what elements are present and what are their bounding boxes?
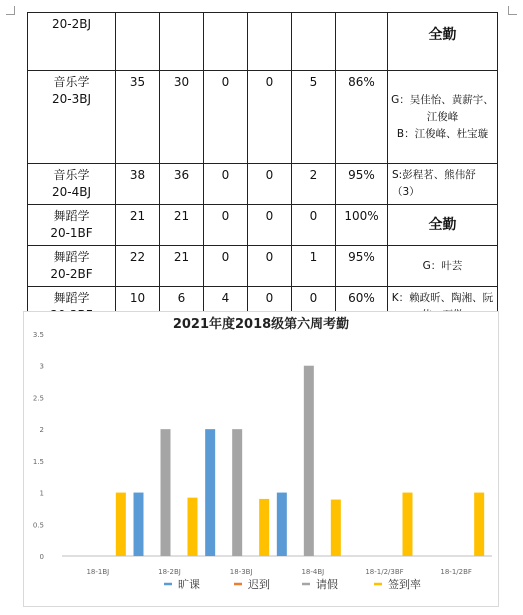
y-tick-label: 2 [39,426,44,435]
value-cell: 0 [248,205,292,246]
legend-label: 迟到 [248,578,270,591]
value-cell: 0 [204,246,248,287]
value-cell [160,13,204,71]
value-cell: 0 [204,71,248,164]
value-cell: 2 [292,164,336,205]
value-cell [292,13,336,71]
bar-2 [161,429,171,556]
value-cell: 10 [116,287,160,328]
value-cell: 21 [160,205,204,246]
chart-svg [24,312,498,606]
legend-label: 签到率 [388,578,421,591]
note-cell: S:彭程茗、熊伟舒（3） [388,164,498,205]
x-tick-label: 18-3BJ [229,568,253,576]
value-cell: 100% [336,205,388,246]
value-cell: 0 [204,164,248,205]
table-row [28,164,498,205]
value-cell: 60% [336,287,388,328]
value-cell: 21 [116,205,160,246]
attendance-table [27,12,498,328]
value-cell: 21 [160,246,204,287]
bar-3 [474,493,484,556]
bar-3 [188,498,198,556]
note-cell: K：赖政昕、陶湘、阮 [388,287,498,328]
y-tick-label: 2.5 [32,394,44,403]
bar-0 [277,493,287,556]
value-cell: 0 [248,164,292,205]
note-cell: 全勤 [388,205,498,246]
table-row [28,71,498,164]
class-name-cell: 舞蹈学 20-1BF [28,205,116,246]
value-cell: 1 [292,246,336,287]
value-cell: 0 [204,205,248,246]
value-cell: 38 [116,164,160,205]
class-name-cell: 舞蹈学 [28,287,116,328]
value-cell: 0 [292,287,336,328]
class-name-cell: 舞蹈学 20-2BF [28,246,116,287]
value-cell: 30 [160,71,204,164]
value-cell: 35 [116,71,160,164]
page-corner-mark-left [6,6,15,15]
legend-label: 请假 [316,578,338,591]
attendance-chart [23,311,499,607]
bar-2 [304,366,314,556]
class-name-cell: 音乐学 20-4BJ [28,164,116,205]
table-row [28,246,498,287]
value-cell: 86% [336,71,388,164]
chart-title: 2021年度2018级第六周考勤 [172,317,350,332]
value-cell: 22 [116,246,160,287]
value-cell [116,13,160,71]
y-tick-label: 3 [39,362,44,371]
value-cell: 4 [204,287,248,328]
bar-2 [232,429,242,556]
value-cell: 95% [336,164,388,205]
x-tick-label: 18-1/2/3BF [365,568,404,576]
class-name-cell: 音乐学 20-3BJ [28,71,116,164]
bar-0 [205,429,215,556]
value-cell: 5 [292,71,336,164]
value-cell: 0 [248,246,292,287]
x-tick-label: 18-4BJ [301,568,325,576]
table-row [28,205,498,246]
value-cell [336,13,388,71]
x-tick-label: 18-1/2BF [440,568,472,576]
page-corner-mark-right [508,6,517,15]
legend-label: 旷课 [178,578,200,591]
class-name-cell: 20-2BJ [28,13,116,71]
note-cell: G：吴佳怡、黄薪宇、江俊峰 B：江俊峰、杜宝璇 [388,71,498,164]
bar-3 [259,499,269,556]
value-cell: 36 [160,164,204,205]
bar-3 [116,493,126,556]
value-cell: 0 [292,205,336,246]
value-cell: 0 [248,287,292,328]
table-row [28,13,498,71]
y-tick-label: 0.5 [32,521,44,530]
y-tick-label: 1 [39,489,44,498]
value-cell: 0 [248,71,292,164]
note-cell: 全勤 [388,13,498,71]
value-cell: 6 [160,287,204,328]
y-tick-label: 1.5 [32,457,44,466]
value-cell [248,13,292,71]
bar-3 [403,493,413,556]
y-tick-label: 3.5 [32,331,44,339]
bar-3 [331,500,341,556]
value-cell [204,13,248,71]
bar-0 [134,493,144,556]
x-tick-label: 18-1BJ [86,568,110,576]
x-tick-label: 18-2BJ [158,568,181,576]
y-tick-label: 0 [39,553,44,561]
note-cell: G：叶芸 [388,246,498,287]
value-cell: 95% [336,246,388,287]
